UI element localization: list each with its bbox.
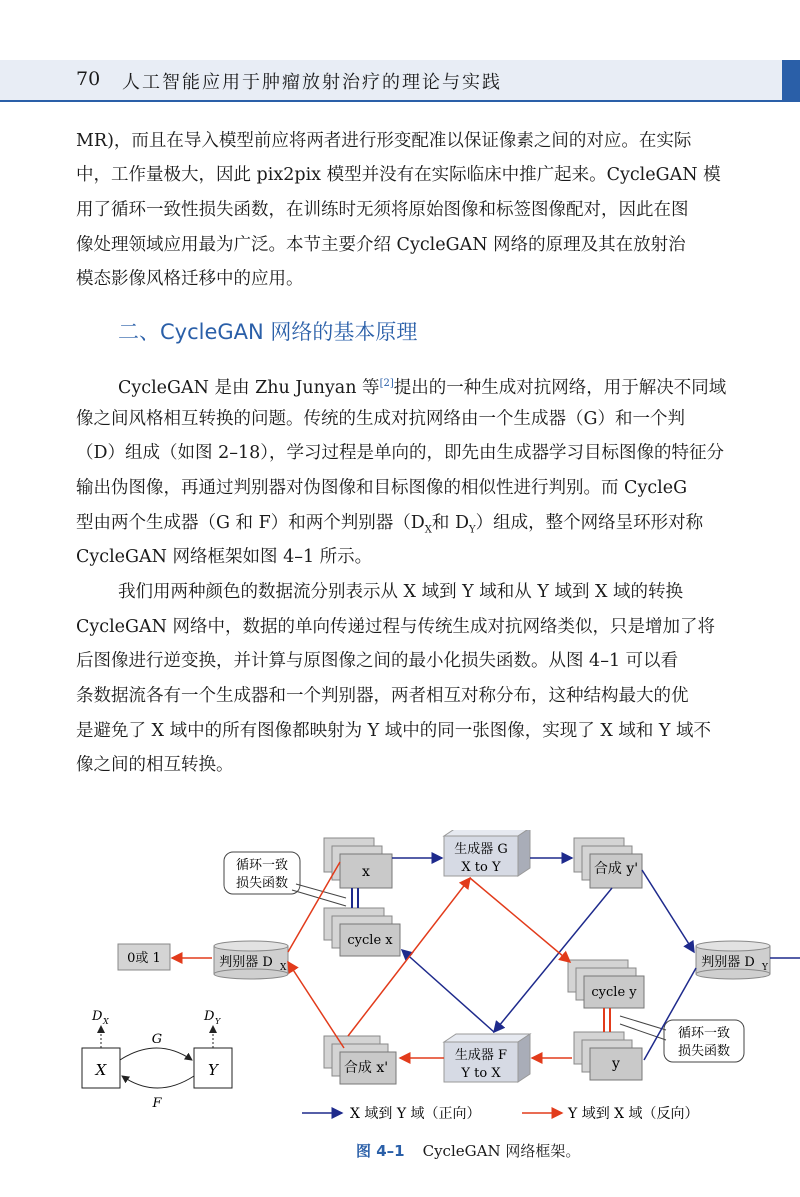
header-rule (0, 100, 800, 102)
paragraph-line: （D）组成（如图 2–18），学习过程是单向的，即先由生成器学习目标图像的特征分 (76, 443, 724, 463)
discriminator-dx (214, 941, 288, 979)
mini-f: F (152, 1096, 162, 1111)
mini-dx: D (92, 1009, 103, 1024)
paragraph-line: 用了循环一致性损失函数，在训练时无须将原始图像和标签图像配对，因此在图 (76, 200, 689, 220)
mini-g: G (151, 1032, 163, 1047)
discriminator-dx-label: 判别器 D (219, 955, 273, 970)
paragraph-line: CycleGAN 网络中，数据的单向传递过程与传统生成对抗网络类似，只是增加了将 (76, 617, 716, 637)
subscript: X (424, 524, 432, 536)
legend-reverse: Y 域到 X 域（反向） (568, 1106, 699, 1122)
node-y: y (612, 1056, 620, 1072)
mini-box-y: Y (208, 1061, 218, 1079)
generator-f-label: 生成器 F (454, 1048, 508, 1063)
subscript: Y (469, 524, 476, 536)
legend (302, 1106, 699, 1122)
node-fake-y: 合成 y' (593, 861, 639, 877)
loss-bottom-line2: 损失函数 (677, 1044, 731, 1059)
mini-dy: D (204, 1009, 215, 1024)
mini-dy-sub: Y (215, 1017, 221, 1026)
loss-top-line1: 循环一致 (235, 858, 289, 873)
running-title: 人工智能应用于肿瘤放射治疗的理论与实践 (122, 72, 502, 93)
page-number: 70 (76, 68, 101, 90)
generator-g-sub: X to Y (461, 860, 501, 875)
mini-dx-sub: X (103, 1017, 109, 1026)
node-x: x (362, 864, 370, 880)
text-run: 提出的一种生成对抗网络，用于解决不同域 (393, 377, 727, 398)
output-label: 0或 1 (127, 951, 161, 966)
node-cycle-y: cycle y (591, 985, 637, 1000)
paragraph-line: 像之间的相互转换。 (76, 755, 234, 775)
cyclegan-diagram (76, 830, 800, 1130)
node-fake-x: 合成 x' (343, 1060, 389, 1076)
loss-bottom-line1: 循环一致 (677, 1026, 731, 1041)
paragraph-line: MR)，而且在导入模型前应将两者进行形变配准以保证像素之间的对应。在实际 (76, 131, 692, 151)
image-stack-y (574, 1032, 642, 1080)
node-cycle-x: cycle x (347, 933, 393, 948)
mini-diagram (82, 1009, 232, 1111)
generator-f (444, 1034, 530, 1082)
legend-forward: X 域到 Y 域（正向） (350, 1106, 481, 1122)
section-heading: 二、CycleGAN 网络的基本原理 (118, 320, 418, 344)
mini-box-x: X (95, 1061, 107, 1079)
paragraph-line: 像之间风格相互转换的问题。传统的生成对抗网络由一个生成器（G）和一个判 (76, 409, 685, 429)
discriminator-dx-sub: X (280, 963, 287, 973)
paragraph-line: CycleGAN 网络框架如图 4–1 所示。 (76, 547, 373, 567)
discriminator-dy-label: 判别器 D (701, 955, 755, 970)
paragraph-line (118, 367, 800, 405)
text-run: 和 D (431, 513, 469, 533)
loss-top-line2: 损失函数 (235, 876, 289, 891)
paragraph-line: 是避免了 X 域中的所有图像都映射为 Y 域中的同一张图像，实现了 X 域和 Y 域不 (76, 721, 712, 741)
paragraph-line: 中，工作量极大，因此 pix2pix 模型并没有在实际临床中推广起来。CycleGAN 模 (76, 165, 721, 185)
paragraph-line: 条数据流各有一个生成器和一个判别器，两者相互对称分布，这种结构最大的优 (76, 686, 689, 706)
figure-caption (356, 1140, 580, 1161)
paragraph-line: 我们用两种颜色的数据流分别表示从 X 域到 Y 域和从 Y 域到 X 域的转换 (118, 582, 684, 602)
discriminator-dy-sub: Y (762, 963, 768, 973)
citation: [2] (379, 378, 394, 389)
image-stack-fake-y (574, 838, 642, 888)
text-run: 型由两个生成器（G 和 F）和两个判别器（D (76, 513, 425, 533)
paragraph-line: 像处理领域应用最为广泛。本节主要介绍 CycleGAN 网络的原理及其在放射治 (76, 235, 686, 255)
figure-label: 图 4–1 (356, 1142, 405, 1160)
discriminator-dy (696, 941, 770, 979)
paragraph-line: 模态影像风格迁移中的应用。 (76, 269, 304, 289)
generator-g-label: 生成器 G (454, 842, 508, 857)
generator-f-sub: Y to X (461, 1066, 501, 1081)
header-accent (782, 60, 800, 100)
paragraph-line: 后图像进行逆变换，并计算与原图像之间的最小化损失函数。从图 4–1 可以看 (76, 651, 679, 671)
image-stack-cycle-y (568, 960, 644, 1008)
paragraph-line: 输出伪图像，再通过判别器对伪图像和目标图像的相似性进行判别。而 CycleG (76, 478, 688, 498)
figure-caption-text: CycleGAN 网络框架。 (422, 1142, 581, 1160)
image-stack-fake-x (324, 1036, 396, 1084)
generator-g (444, 830, 530, 876)
image-stack-x (324, 838, 392, 888)
text-run: ）组成，整个网络呈环形对称 (475, 513, 704, 533)
image-stack-cycle-x (324, 908, 400, 956)
text-run: CycleGAN 是由 Zhu Junyan 等 (118, 377, 380, 398)
